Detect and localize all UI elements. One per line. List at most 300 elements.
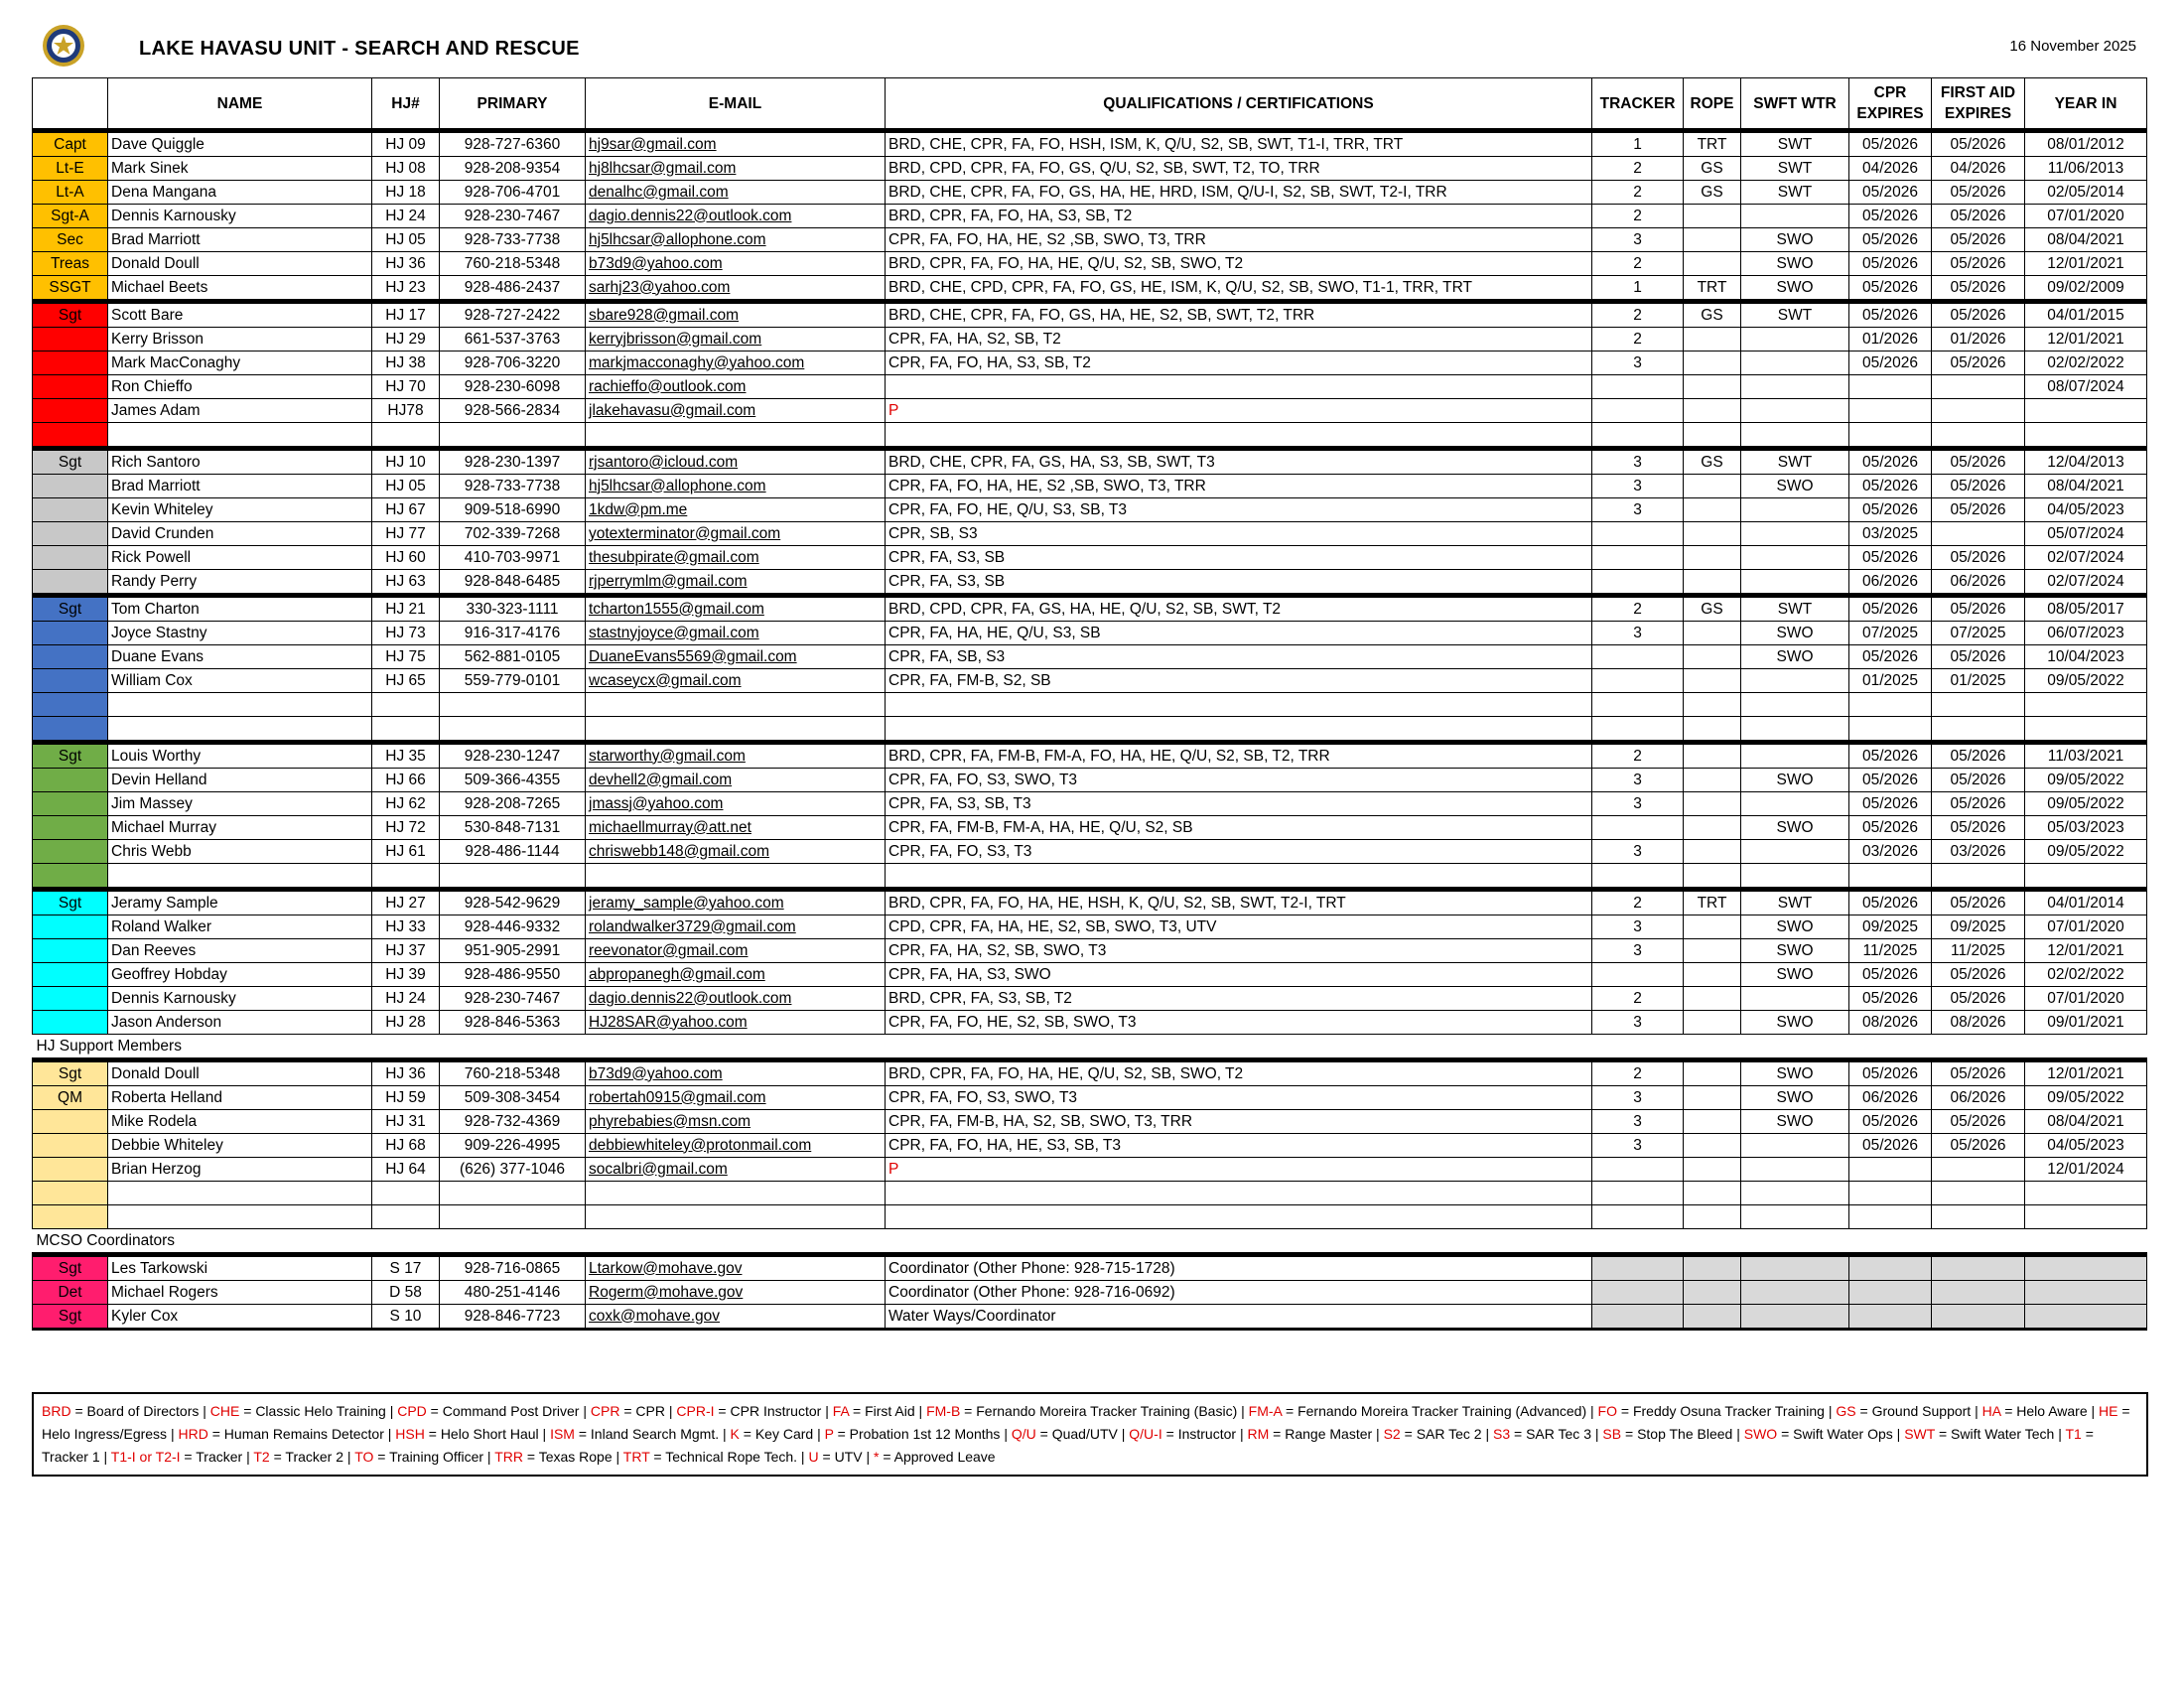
cell-primary <box>440 423 586 449</box>
cell-swift-water <box>1741 1255 1849 1281</box>
cell-qualifications <box>886 423 1592 449</box>
legend-value: Tracker 1 <box>42 1449 100 1465</box>
cell-email[interactable]: HJ28SAR@yahoo.com <box>586 1011 886 1035</box>
cell-rank <box>33 816 108 840</box>
cell-year-in <box>2025 1255 2147 1281</box>
col-primary: PRIMARY <box>440 78 586 131</box>
cell-hj: HJ 27 <box>372 890 440 915</box>
cell-swift-water: SWT <box>1741 302 1849 328</box>
table-row <box>33 449 2147 475</box>
cell-primary: 928-208-9354 <box>440 157 586 181</box>
cell-email[interactable]: thesubpirate@gmail.com <box>586 546 886 570</box>
cell-email[interactable]: Ltarkow@mohave.gov <box>586 1255 886 1281</box>
cell-swift-water <box>1741 669 1849 693</box>
cell-qualifications: BRD, CHE, CPR, FA, FO, HSH, ISM, K, Q/U, S2, SB, SWT, T1-I, TRR, TRT <box>886 131 1592 157</box>
legend-value: CPR Instructor <box>730 1403 822 1419</box>
legend-value: Stop The Bleed <box>1637 1426 1733 1442</box>
cell-cpr-expires: 08/2026 <box>1849 1011 1932 1035</box>
cell-primary: 928-486-1144 <box>440 840 586 864</box>
cell-qualifications: CPR, FA, FO, S3, T3 <box>886 840 1592 864</box>
cell-cpr-expires <box>1849 1305 1932 1330</box>
cell-swift-water: SWO <box>1741 963 1849 987</box>
cell-name: Scott Bare <box>108 302 372 328</box>
cell-first-aid-expires: 05/2026 <box>1932 1134 2025 1158</box>
cell-email[interactable]: sarhj23@yahoo.com <box>586 276 886 302</box>
cell-first-aid-expires <box>1932 423 2025 449</box>
cell-swift-water: SWO <box>1741 1060 1849 1086</box>
col-first-aid-expires: FIRST AID EXPIRES <box>1932 78 2025 131</box>
cell-rope <box>1684 1281 1741 1305</box>
cell-rope <box>1684 252 1741 276</box>
table-row <box>33 352 2147 375</box>
cell-email[interactable]: stastnyjoyce@gmail.com <box>586 622 886 645</box>
cell-hj: HJ 64 <box>372 1158 440 1182</box>
legend-value: First Aid <box>865 1403 915 1419</box>
cell-email[interactable]: dagio.dennis22@outlook.com <box>586 205 886 228</box>
cell-hj: HJ 10 <box>372 449 440 475</box>
legend-value: Freddy Osuna Tracker Training <box>1632 1403 1825 1419</box>
legend-value: Probation 1st 12 Months <box>849 1426 1001 1442</box>
legend-value: Classic Helo Training <box>255 1403 386 1419</box>
cell-primary: 909-518-6990 <box>440 498 586 522</box>
cell-name <box>108 1205 372 1229</box>
cell-name: Roberta Helland <box>108 1086 372 1110</box>
table-row <box>33 570 2147 596</box>
cell-email[interactable]: rachieffo@outlook.com <box>586 375 886 399</box>
cell-primary: 760-218-5348 <box>440 252 586 276</box>
cell-swift-water: SWO <box>1741 228 1849 252</box>
cell-cpr-expires: 05/2026 <box>1849 302 1932 328</box>
cell-year-in: 10/04/2023 <box>2025 645 2147 669</box>
cell-rope <box>1684 1182 1741 1205</box>
cell-email[interactable]: coxk@mohave.gov <box>586 1305 886 1330</box>
cell-tracker <box>1592 717 1684 743</box>
cell-first-aid-expires: 05/2026 <box>1932 645 2025 669</box>
cell-primary: 928-566-2834 <box>440 399 586 423</box>
col-cpr-expires: CPR EXPIRES <box>1849 78 1932 131</box>
cell-email[interactable]: b73d9@yahoo.com <box>586 252 886 276</box>
col-qualifications: QUALIFICATIONS / CERTIFICATIONS <box>886 78 1592 131</box>
cell-cpr-expires: 05/2026 <box>1849 1110 1932 1134</box>
cell-email[interactable]: jeramy_sample@yahoo.com <box>586 890 886 915</box>
cell-qualifications: CPR, FA, FO, HA, HE, S2 ,SB, SWO, T3, TRR <box>886 228 1592 252</box>
cell-hj: HJ 18 <box>372 181 440 205</box>
cell-email <box>586 717 886 743</box>
cell-swift-water: SWT <box>1741 157 1849 181</box>
cell-rank <box>33 423 108 449</box>
cell-cpr-expires: 05/2026 <box>1849 475 1932 498</box>
cell-tracker: 2 <box>1592 1060 1684 1086</box>
table-row <box>33 522 2147 546</box>
legend-value: Helo Aware <box>2016 1403 2088 1419</box>
cell-cpr-expires: 05/2026 <box>1849 596 1932 622</box>
cell-qualifications: P <box>886 1158 1592 1182</box>
legend-value: SAR Tec 2 <box>1416 1426 1482 1442</box>
cell-swift-water: SWT <box>1741 596 1849 622</box>
table-row <box>33 622 2147 645</box>
cell-qualifications: CPR, SB, S3 <box>886 522 1592 546</box>
col-rope: ROPE <box>1684 78 1741 131</box>
cell-first-aid-expires: 05/2026 <box>1932 816 2025 840</box>
cell-qualifications: CPR, FA, FO, S3, SWO, T3 <box>886 1086 1592 1110</box>
cell-year-in: 05/07/2024 <box>2025 522 2147 546</box>
cell-swift-water: SWO <box>1741 1011 1849 1035</box>
cell-tracker <box>1592 645 1684 669</box>
legend-key: SB <box>1602 1426 1622 1442</box>
cell-name: Jeramy Sample <box>108 890 372 915</box>
cell-primary: 928-846-5363 <box>440 1011 586 1035</box>
cell-email[interactable]: phyrebabies@msn.com <box>586 1110 886 1134</box>
cell-email[interactable]: DuaneEvans5569@gmail.com <box>586 645 886 669</box>
cell-primary: 928-732-4369 <box>440 1110 586 1134</box>
cell-tracker: 1 <box>1592 131 1684 157</box>
table-row <box>33 375 2147 399</box>
legend-value: Quad/UTV <box>1051 1426 1118 1442</box>
cell-email[interactable]: reevonator@gmail.com <box>586 939 886 963</box>
cell-first-aid-expires <box>1932 1305 2025 1330</box>
legend-key: Q/U <box>1011 1426 1036 1442</box>
cell-email[interactable]: rjperrymlm@gmail.com <box>586 570 886 596</box>
cell-swift-water: SWT <box>1741 131 1849 157</box>
cell-hj <box>372 423 440 449</box>
cell-email[interactable]: michaellmurray@att.net <box>586 816 886 840</box>
table-row <box>33 864 2147 890</box>
cell-rope <box>1684 399 1741 423</box>
cell-first-aid-expires: 05/2026 <box>1932 352 2025 375</box>
cell-cpr-expires: 05/2026 <box>1849 890 1932 915</box>
legend-key: FM-B <box>926 1403 961 1419</box>
cell-rank: Lt-E <box>33 157 108 181</box>
legend-key: CPR-I <box>676 1403 715 1419</box>
cell-qualifications: BRD, CPR, FA, FM-B, FM-A, FO, HA, HE, Q/U, S2, SB, T2, TRR <box>886 743 1592 769</box>
cell-first-aid-expires <box>1932 1158 2025 1182</box>
cell-rope <box>1684 1011 1741 1035</box>
table-row <box>33 645 2147 669</box>
cell-first-aid-expires: 05/2026 <box>1932 1060 2025 1086</box>
cell-swift-water: SWT <box>1741 890 1849 915</box>
table-row <box>33 1305 2147 1330</box>
cell-rope <box>1684 1134 1741 1158</box>
cell-email[interactable]: tcharton1555@gmail.com <box>586 596 886 622</box>
cell-email[interactable]: hj8lhcsar@gmail.com <box>586 157 886 181</box>
cell-first-aid-expires: 05/2026 <box>1932 987 2025 1011</box>
cell-hj: HJ 29 <box>372 328 440 352</box>
cell-email[interactable]: socalbri@gmail.com <box>586 1158 886 1182</box>
cell-name <box>108 423 372 449</box>
cell-name: Tom Charton <box>108 596 372 622</box>
cell-first-aid-expires <box>1932 399 2025 423</box>
cell-rank <box>33 769 108 792</box>
cell-hj: HJ 08 <box>372 157 440 181</box>
cell-rope <box>1684 987 1741 1011</box>
legend-key: ISM <box>550 1426 575 1442</box>
table-row <box>33 693 2147 717</box>
cell-swift-water <box>1741 423 1849 449</box>
cell-name: Donald Doull <box>108 1060 372 1086</box>
cell-qualifications <box>886 717 1592 743</box>
cell-rank <box>33 864 108 890</box>
cell-year-in: 08/07/2024 <box>2025 375 2147 399</box>
cell-tracker: 2 <box>1592 181 1684 205</box>
cell-hj: HJ 63 <box>372 570 440 596</box>
cell-primary: 928-727-6360 <box>440 131 586 157</box>
cell-email[interactable]: rjsantoro@icloud.com <box>586 449 886 475</box>
cell-rank <box>33 522 108 546</box>
cell-primary: 559-779-0101 <box>440 669 586 693</box>
cell-name: Dave Quiggle <box>108 131 372 157</box>
cell-hj: HJ 35 <box>372 743 440 769</box>
cell-cpr-expires: 05/2026 <box>1849 743 1932 769</box>
col-email: E-MAIL <box>586 78 886 131</box>
legend-value: Swift Water Ops <box>1793 1426 1893 1442</box>
cell-qualifications: P <box>886 399 1592 423</box>
cell-year-in: 02/02/2022 <box>2025 352 2147 375</box>
cell-email[interactable]: yotexterminator@gmail.com <box>586 522 886 546</box>
legend-value: Swift Water Tech <box>1951 1426 2055 1442</box>
legend-value: Key Card <box>754 1426 814 1442</box>
cell-tracker: 2 <box>1592 743 1684 769</box>
cell-name: Duane Evans <box>108 645 372 669</box>
cell-rope <box>1684 228 1741 252</box>
cell-email[interactable]: kerryjbrisson@gmail.com <box>586 328 886 352</box>
cell-qualifications: CPR, FA, HA, HE, Q/U, S3, SB <box>886 622 1592 645</box>
table-row <box>33 939 2147 963</box>
cell-hj: HJ 62 <box>372 792 440 816</box>
table-row <box>33 1158 2147 1182</box>
cell-rope <box>1684 816 1741 840</box>
legend-key: CPD <box>397 1403 427 1419</box>
cell-rank <box>33 693 108 717</box>
cell-swift-water <box>1741 522 1849 546</box>
cell-first-aid-expires <box>1932 1255 2025 1281</box>
cell-rank: Sgt-A <box>33 205 108 228</box>
cell-name: Chris Webb <box>108 840 372 864</box>
cell-name: James Adam <box>108 399 372 423</box>
cell-email[interactable]: debbiewhiteley@protonmail.com <box>586 1134 886 1158</box>
cell-name: Debbie Whiteley <box>108 1134 372 1158</box>
cell-swift-water: SWO <box>1741 939 1849 963</box>
cell-first-aid-expires: 01/2025 <box>1932 669 2025 693</box>
cell-first-aid-expires: 05/2026 <box>1932 449 2025 475</box>
cell-cpr-expires: 05/2026 <box>1849 276 1932 302</box>
cell-cpr-expires <box>1849 1255 1932 1281</box>
cell-email <box>586 693 886 717</box>
table-row <box>33 669 2147 693</box>
cell-primary: 928-733-7738 <box>440 475 586 498</box>
cell-cpr-expires: 04/2026 <box>1849 157 1932 181</box>
table-row <box>33 816 2147 840</box>
cell-rope <box>1684 498 1741 522</box>
cell-hj: HJ 72 <box>372 816 440 840</box>
abbreviation-legend: BRD = Board of Directors | CHE = Classic Helo Training | CPD = Command Post Driver | CPR = CPR | CPR-I = CPR Instructor | FA = First Aid | FM-B = Fernando Moreira Tracker Training (Basic) | FM-A = Fernando Moreira Tracker Training (Advanced) | FO = Freddy Osuna Tracker Training | GS = Ground Support | HA = Helo Aware | HE = Helo Ingress/Egress | HRD = Human Remains Detector | HSH = Helo Short Haul | ISM = Inland Search Mgmt. | K = Key Card | P = Probation 1st 12 Months | Q/U = Quad/UTV | Q/U-I = Instructor | RM = Range Master | S2 = SAR Tec 2 | S3 = SAR Tec 3 | SB = Stop The Bleed | SWO = Swift Water Ops | SWT = Swift Water Tech | T1 = Tracker 1 | T1-I or T2-I = Tracker | T2 = Tracker 2 | TO = Training Officer | TRR = Texas Rope | TRT = Technical Rope Tech. | U = UTV | * = Approved Leave <box>32 1392 2148 1477</box>
cell-swift-water <box>1741 1158 1849 1182</box>
cell-name: Mark Sinek <box>108 157 372 181</box>
cell-qualifications: CPR, FA, FO, HA, HE, S3, SB, T3 <box>886 1134 1592 1158</box>
cell-email[interactable]: wcaseycx@gmail.com <box>586 669 886 693</box>
legend-value: Texas Rope <box>538 1449 613 1465</box>
cell-hj <box>372 693 440 717</box>
cell-year-in: 09/05/2022 <box>2025 769 2147 792</box>
cell-rope: TRT <box>1684 131 1741 157</box>
cell-email[interactable]: Rogerm@mohave.gov <box>586 1281 886 1305</box>
cell-swift-water: SWO <box>1741 475 1849 498</box>
legend-key: S3 <box>1493 1426 1511 1442</box>
cell-name: Brad Marriott <box>108 228 372 252</box>
table-row <box>33 228 2147 252</box>
cell-rope: TRT <box>1684 890 1741 915</box>
legend-key: HSH <box>395 1426 425 1442</box>
cell-first-aid-expires: 05/2026 <box>1932 302 2025 328</box>
cell-hj: HJ 17 <box>372 302 440 328</box>
cell-cpr-expires <box>1849 717 1932 743</box>
header-row <box>33 78 2147 131</box>
cell-rope <box>1684 864 1741 890</box>
cell-tracker <box>1592 1205 1684 1229</box>
cell-qualifications <box>886 864 1592 890</box>
cell-email[interactable]: chriswebb148@gmail.com <box>586 840 886 864</box>
cell-cpr-expires: 05/2026 <box>1849 1060 1932 1086</box>
cell-tracker <box>1592 669 1684 693</box>
page-header <box>32 20 2146 70</box>
cell-email[interactable]: hj5lhcsar@allophone.com <box>586 475 886 498</box>
cell-email[interactable]: sbare928@gmail.com <box>586 302 886 328</box>
cell-email[interactable]: 1kdw@pm.me <box>586 498 886 522</box>
table-row <box>33 1205 2147 1229</box>
table-row <box>33 840 2147 864</box>
cell-email[interactable]: dagio.dennis22@outlook.com <box>586 987 886 1011</box>
cell-first-aid-expires: 05/2026 <box>1932 181 2025 205</box>
cell-rope: GS <box>1684 157 1741 181</box>
cell-first-aid-expires: 11/2025 <box>1932 939 2025 963</box>
cell-rope: GS <box>1684 181 1741 205</box>
cell-email[interactable]: devhell2@gmail.com <box>586 769 886 792</box>
cell-first-aid-expires <box>1932 864 2025 890</box>
cell-qualifications: CPR, FA, FM-B, HA, S2, SB, SWO, T3, TRR <box>886 1110 1592 1134</box>
table-row <box>33 769 2147 792</box>
cell-qualifications: CPR, FA, FO, HE, Q/U, S3, SB, T3 <box>886 498 1592 522</box>
legend-value: SAR Tec 3 <box>1526 1426 1591 1442</box>
cell-hj: HJ 70 <box>372 375 440 399</box>
cell-hj: HJ 60 <box>372 546 440 570</box>
cell-cpr-expires: 05/2026 <box>1849 181 1932 205</box>
section-label-row <box>33 1229 2147 1255</box>
cell-name <box>108 864 372 890</box>
table-row <box>33 743 2147 769</box>
section-label: HJ Support Members <box>33 1035 2147 1060</box>
cell-name <box>108 717 372 743</box>
cell-rank: Det <box>33 1281 108 1305</box>
cell-qualifications: BRD, CPR, FA, FO, HA, S3, SB, T2 <box>886 205 1592 228</box>
cell-name: Donald Doull <box>108 252 372 276</box>
cell-email[interactable]: b73d9@yahoo.com <box>586 1060 886 1086</box>
cell-email[interactable]: rolandwalker3729@gmail.com <box>586 915 886 939</box>
cell-name: Michael Beets <box>108 276 372 302</box>
cell-qualifications: BRD, CHE, CPD, CPR, FA, FO, GS, HE, ISM, K, Q/U, S2, SB, SWO, T1-1, TRR, TRT <box>886 276 1592 302</box>
cell-year-in: 08/04/2021 <box>2025 1110 2147 1134</box>
cell-swift-water <box>1741 375 1849 399</box>
cell-swift-water: SWO <box>1741 276 1849 302</box>
table-row <box>33 596 2147 622</box>
table-row <box>33 890 2147 915</box>
cell-tracker <box>1592 375 1684 399</box>
cell-swift-water: SWO <box>1741 1086 1849 1110</box>
cell-tracker <box>1592 864 1684 890</box>
cell-email[interactable]: denalhc@gmail.com <box>586 181 886 205</box>
cell-rope <box>1684 769 1741 792</box>
legend-value: Training Officer <box>389 1449 484 1465</box>
cell-first-aid-expires: 05/2026 <box>1932 743 2025 769</box>
cell-year-in: 09/05/2022 <box>2025 840 2147 864</box>
cell-primary <box>440 1205 586 1229</box>
cell-hj: HJ 28 <box>372 1011 440 1035</box>
cell-first-aid-expires: 04/2026 <box>1932 157 2025 181</box>
cell-email[interactable]: jlakehavasu@gmail.com <box>586 399 886 423</box>
legend-key: U <box>808 1449 819 1465</box>
cell-qualifications: CPR, FA, HA, S2, SB, SWO, T3 <box>886 939 1592 963</box>
cell-rank: QM <box>33 1086 108 1110</box>
roster-table <box>32 77 2147 1331</box>
cell-rank: Sgt <box>33 449 108 475</box>
cell-year-in: 12/01/2021 <box>2025 939 2147 963</box>
cell-tracker: 3 <box>1592 228 1684 252</box>
cell-email[interactable]: robertah0915@gmail.com <box>586 1086 886 1110</box>
table-row <box>33 1281 2147 1305</box>
legend-value: Helo Short Haul <box>440 1426 539 1442</box>
cell-rank: Sec <box>33 228 108 252</box>
cell-name: Geoffrey Hobday <box>108 963 372 987</box>
cell-hj: HJ 31 <box>372 1110 440 1134</box>
cell-primary <box>440 693 586 717</box>
cell-email[interactable]: hj9sar@gmail.com <box>586 131 886 157</box>
cell-year-in: 08/04/2021 <box>2025 228 2147 252</box>
cell-swift-water: SWO <box>1741 622 1849 645</box>
cell-email[interactable]: hj5lhcsar@allophone.com <box>586 228 886 252</box>
cell-hj: HJ 39 <box>372 963 440 987</box>
cell-rank <box>33 987 108 1011</box>
cell-year-in: 09/05/2022 <box>2025 792 2147 816</box>
cell-email[interactable]: starworthy@gmail.com <box>586 743 886 769</box>
cell-rank: Sgt <box>33 1305 108 1330</box>
cell-email[interactable]: markjmacconaghy@yahoo.com <box>586 352 886 375</box>
cell-rank: Sgt <box>33 1255 108 1281</box>
cell-first-aid-expires <box>1932 1205 2025 1229</box>
table-row <box>33 1134 2147 1158</box>
legend-value: Command Post Driver <box>442 1403 580 1419</box>
cell-first-aid-expires: 06/2026 <box>1932 570 2025 596</box>
cell-cpr-expires <box>1849 1205 1932 1229</box>
cell-email[interactable]: abpropanegh@gmail.com <box>586 963 886 987</box>
cell-hj: HJ 77 <box>372 522 440 546</box>
cell-rope <box>1684 792 1741 816</box>
page-title: LAKE HAVASU UNIT - SEARCH AND RESCUE <box>139 38 580 60</box>
cell-email[interactable]: jmassj@yahoo.com <box>586 792 886 816</box>
cell-year-in <box>2025 693 2147 717</box>
cell-cpr-expires: 05/2026 <box>1849 546 1932 570</box>
cell-qualifications: Coordinator (Other Phone: 928-716-0692) <box>886 1281 1592 1305</box>
cell-rope <box>1684 1060 1741 1086</box>
cell-qualifications: CPR, FA, FO, HE, S2, SB, SWO, T3 <box>886 1011 1592 1035</box>
cell-year-in: 04/01/2015 <box>2025 302 2147 328</box>
cell-first-aid-expires: 07/2025 <box>1932 622 2025 645</box>
cell-first-aid-expires: 03/2026 <box>1932 840 2025 864</box>
cell-hj: HJ 65 <box>372 669 440 693</box>
cell-rank <box>33 1110 108 1134</box>
cell-year-in: 08/01/2012 <box>2025 131 2147 157</box>
cell-cpr-expires <box>1849 1281 1932 1305</box>
cell-hj: HJ 59 <box>372 1086 440 1110</box>
cell-tracker <box>1592 963 1684 987</box>
cell-swift-water <box>1741 1182 1849 1205</box>
